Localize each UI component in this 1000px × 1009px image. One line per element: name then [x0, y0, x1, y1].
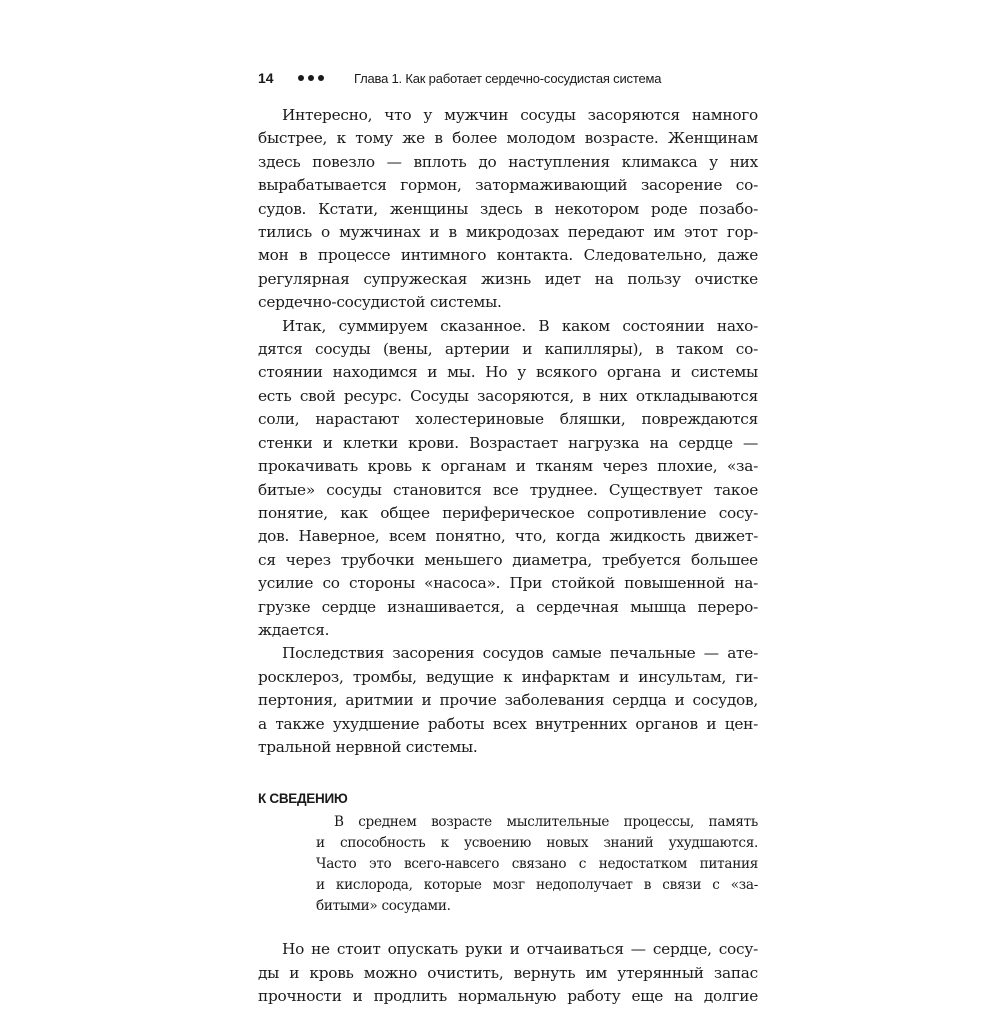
note-line: и кислорода, которые мозг недополучает в связи с «за-	[316, 876, 758, 893]
text-line: ся через трубочки меньшего диаметра, требуется большее	[258, 550, 758, 569]
text-line: тились о мужчинах и в микродозах передают им этот гор-	[258, 223, 758, 242]
paragraph-3	[258, 642, 758, 759]
note-line: битыми» сосудами.	[316, 897, 451, 914]
text-line: есть свой ресурс. Сосуды засоряются, в них откладываются	[258, 386, 758, 405]
page-number: 14	[258, 70, 274, 86]
text-line: усилие со стороны «насоса». При стойкой повышенной на-	[258, 574, 758, 593]
text-line: Но не стоит опускать руки и отчаиваться — сердце, сосу-	[282, 940, 758, 959]
text-line: росклероз, тромбы, ведущие к инфарктам и инсультам, ги-	[258, 667, 758, 686]
text-line: стенки и клетки крови. Возрастает нагрузка на сердце —	[258, 433, 758, 452]
text-line: грузке сердце изнашивается, а сердечная мышца переро-	[258, 597, 758, 616]
note-line: Часто это всего-навсего связано с недостатком питания	[316, 855, 758, 872]
text-line: понятие, как общее периферическое сопротивление сосу-	[258, 503, 758, 522]
text-line: Интересно, что у мужчин сосуды засоряются намного	[282, 106, 758, 124]
paragraph-1	[258, 104, 758, 315]
text-line: быстрее, к тому же в более молодом возрасте. Женщинам	[258, 129, 758, 148]
text-line: прочности и продлить нормальную работу еще на долгие	[258, 987, 758, 1006]
text-line: мон в процессе интимного контакта. Следовательно, даже	[258, 246, 758, 265]
text-line: а также ухудшение работы всех внутренних органов и цен-	[258, 714, 758, 733]
book-page	[258, 70, 758, 1009]
main-text	[258, 104, 758, 759]
final-text	[258, 938, 758, 1008]
text-line: регулярная супружеская жизнь идет на пользу очистке	[258, 269, 758, 288]
text-line: здесь повезло — вплоть до наступления климакса у них	[258, 152, 758, 171]
text-line: соли, нарастают холестериновые бляшки, повреждаются	[258, 410, 758, 429]
sidebar-heading: К СВЕДЕНИЮ	[258, 791, 348, 807]
text-line: пертония, аритмии и прочие заболевания сердца и сосудов,	[258, 691, 758, 710]
text-line: дятся сосуды (вены, артерии и капилляры), в таком со-	[258, 340, 758, 359]
note-line: В среднем возрасте мыслительные процессы, память	[334, 814, 758, 831]
text-line: сердечно-сосудистой системы.	[258, 293, 502, 312]
paragraph-2	[258, 315, 758, 643]
text-line: ждается.	[258, 620, 330, 639]
text-line: дов. Наверное, всем понятно, что, когда жидкость движет-	[258, 527, 758, 546]
text-line: битые» сосуды становится все труднее. Существует такое	[258, 480, 758, 499]
text-line: Последствия засорения сосудов самые печальные — ате-	[282, 644, 758, 663]
paragraph-4	[258, 938, 758, 1008]
text-line: Итак, суммируем сказанное. В каком состоянии нахо-	[282, 316, 758, 335]
chapter-title: Глава 1. Как работает сердечно-сосудистая система	[354, 71, 662, 86]
text-line: ды и кровь можно очистить, вернуть им утерянный запас	[258, 963, 758, 982]
sidebar-note	[316, 812, 758, 916]
text-line: вырабатывается гормон, затормаживающий засорение со-	[258, 176, 758, 195]
text-line: стоянии находимся и мы. Но у всякого органа и системы	[258, 363, 758, 382]
text-line: тральной нервной системы.	[258, 737, 478, 756]
text-line: судов. Кстати, женщины здесь в некотором роде позабо-	[258, 199, 758, 218]
text-line: прокачивать кровь к органам и тканям через плохие, «за-	[258, 457, 758, 476]
running-header	[258, 70, 758, 104]
note-line: и способность к усвоению новых знаний ухудшаются.	[316, 835, 758, 852]
ornament-dots-icon	[298, 75, 354, 81]
